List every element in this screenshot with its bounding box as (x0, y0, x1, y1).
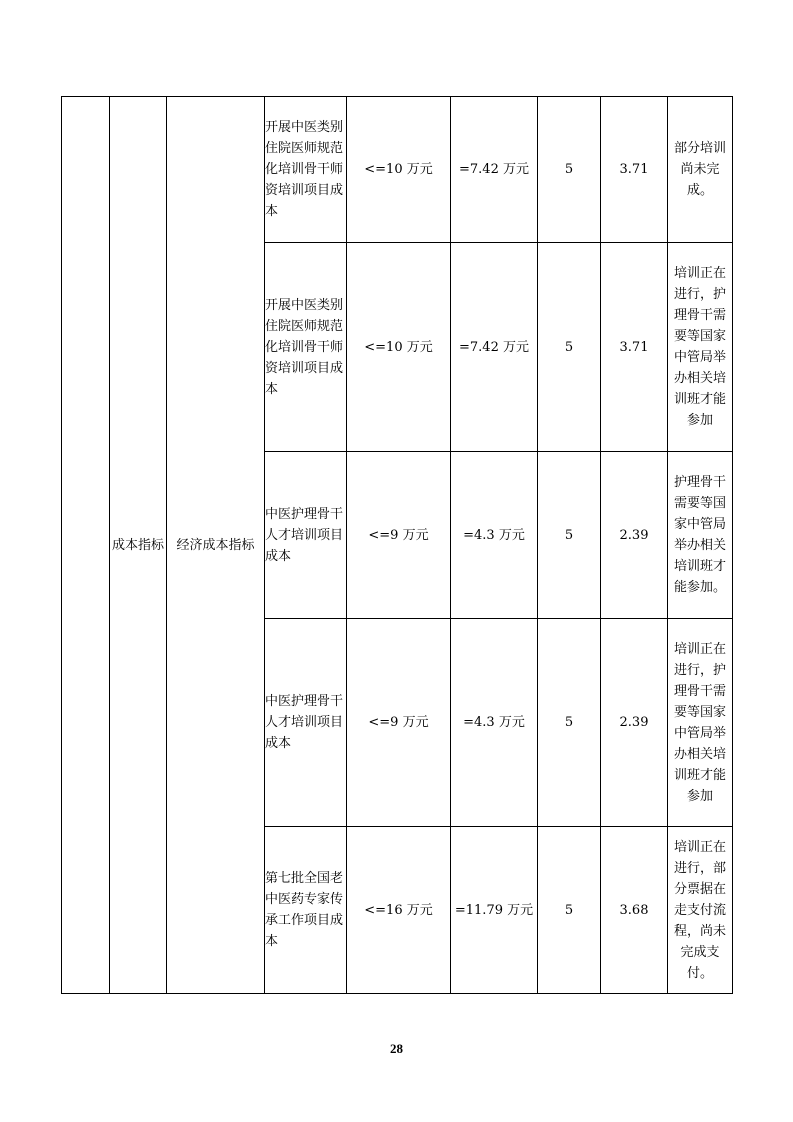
target-value-cell: <=10 万元 (347, 243, 451, 452)
note-cell: 部分培训尚未完成。 (668, 97, 733, 243)
page-number: 28 (390, 1041, 403, 1056)
weight-cell: 5 (538, 243, 601, 452)
item-name-cell: 开展中医类别住院医师规范化培训骨干师资培训项目成本 (265, 97, 347, 243)
item-name-cell: 开展中医类别住院医师规范化培训骨干师资培训项目成本 (265, 243, 347, 452)
weight-cell: 5 (538, 97, 601, 243)
actual-value-cell: =7.42 万元 (451, 97, 538, 243)
note-cell: 培训正在进行，部分票据在走支付流程，尚未完成支付。 (668, 827, 733, 994)
note-cell: 护理骨干需要等国家中管局举办相关培训班才能参加。 (668, 452, 733, 619)
note-cell: 培训正在进行，护理骨干需要等国家中管局举办相关培训班才能参加 (668, 243, 733, 452)
score-cell: 3.68 (601, 827, 668, 994)
score-cell: 2.39 (601, 619, 668, 827)
level2-indicator-cell: 成本指标 (110, 97, 167, 994)
actual-value-cell: =4.3 万元 (451, 619, 538, 827)
actual-value-cell: =11.79 万元 (451, 827, 538, 994)
actual-value-cell: =4.3 万元 (451, 452, 538, 619)
level3-indicator-cell: 经济成本指标 (167, 97, 265, 994)
target-value-cell: <=16 万元 (347, 827, 451, 994)
score-cell: 3.71 (601, 243, 668, 452)
performance-table (61, 96, 733, 994)
score-cell: 2.39 (601, 452, 668, 619)
actual-value-cell: =7.42 万元 (451, 243, 538, 452)
item-name-cell: 中医护理骨干人才培训项目成本 (265, 452, 347, 619)
target-value-cell: <=9 万元 (347, 619, 451, 827)
weight-cell: 5 (538, 452, 601, 619)
target-value-cell: <=9 万元 (347, 452, 451, 619)
item-name-cell: 中医护理骨干人才培训项目成本 (265, 619, 347, 827)
table-row (62, 97, 733, 243)
weight-cell: 5 (538, 619, 601, 827)
weight-cell: 5 (538, 827, 601, 994)
item-name-cell: 第七批全国老中医药专家传承工作项目成本 (265, 827, 347, 994)
target-value-cell: <=10 万元 (347, 97, 451, 243)
level1-indicator-cell (62, 97, 110, 994)
note-cell: 培训正在进行，护理骨干需要等国家中管局举办相关培训班才能参加 (668, 619, 733, 827)
score-cell: 3.71 (601, 97, 668, 243)
